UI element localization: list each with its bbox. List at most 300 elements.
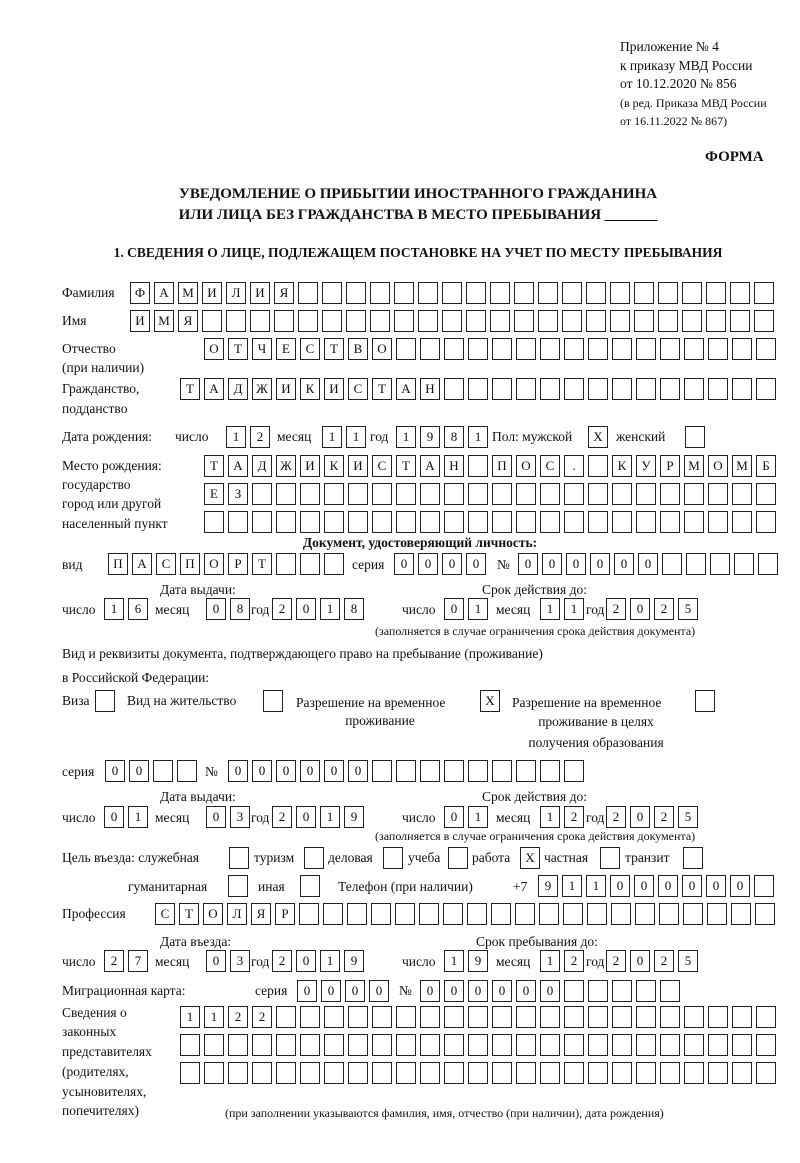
- char-cell[interactable]: Н: [444, 455, 464, 477]
- char-cell[interactable]: Т: [180, 378, 200, 400]
- char-cell[interactable]: [228, 1062, 248, 1084]
- checkbox[interactable]: [448, 847, 468, 869]
- char-cell[interactable]: 2: [654, 598, 674, 620]
- char-cell[interactable]: 0: [442, 553, 462, 575]
- char-cell[interactable]: [708, 511, 728, 533]
- char-cell[interactable]: 0: [590, 553, 610, 575]
- char-cell[interactable]: [516, 1006, 536, 1028]
- char-cell[interactable]: [706, 282, 726, 304]
- char-cell[interactable]: [372, 1034, 392, 1056]
- char-cell[interactable]: [611, 903, 631, 925]
- char-cell[interactable]: [754, 282, 774, 304]
- char-cell[interactable]: [540, 760, 560, 782]
- char-cell[interactable]: [324, 553, 344, 575]
- char-cell[interactable]: М: [154, 310, 174, 332]
- char-cell[interactable]: [490, 310, 510, 332]
- checkbox[interactable]: [600, 847, 620, 869]
- char-cell[interactable]: [564, 980, 584, 1002]
- char-cell[interactable]: [754, 875, 774, 897]
- char-cell[interactable]: [466, 310, 486, 332]
- char-cell[interactable]: [370, 282, 390, 304]
- char-cell[interactable]: [660, 1062, 680, 1084]
- char-cell[interactable]: Р: [228, 553, 248, 575]
- char-cell[interactable]: [466, 282, 486, 304]
- char-cell[interactable]: 0: [518, 553, 538, 575]
- char-cell[interactable]: Я: [178, 310, 198, 332]
- char-cell[interactable]: [612, 1006, 632, 1028]
- char-cell[interactable]: О: [708, 455, 728, 477]
- char-cell[interactable]: [516, 483, 536, 505]
- char-cell[interactable]: 0: [296, 806, 316, 828]
- char-cell[interactable]: 2: [228, 1006, 248, 1028]
- char-cell[interactable]: [420, 338, 440, 360]
- char-cell[interactable]: О: [372, 338, 392, 360]
- char-cell[interactable]: [563, 903, 583, 925]
- char-cell[interactable]: 1: [444, 950, 464, 972]
- char-cell[interactable]: 1: [204, 1006, 224, 1028]
- char-cell[interactable]: М: [732, 455, 752, 477]
- char-cell[interactable]: [587, 903, 607, 925]
- char-cell[interactable]: [491, 903, 511, 925]
- char-cell[interactable]: О: [516, 455, 536, 477]
- char-cell[interactable]: [755, 903, 775, 925]
- char-cell[interactable]: [660, 338, 680, 360]
- char-cell[interactable]: [372, 1062, 392, 1084]
- char-cell[interactable]: 0: [206, 806, 226, 828]
- char-cell[interactable]: [708, 483, 728, 505]
- char-cell[interactable]: [684, 483, 704, 505]
- char-cell[interactable]: 1: [468, 806, 488, 828]
- char-cell[interactable]: [468, 338, 488, 360]
- char-cell[interactable]: 0: [420, 980, 440, 1002]
- char-cell[interactable]: И: [202, 282, 222, 304]
- char-cell[interactable]: [660, 483, 680, 505]
- char-cell[interactable]: 1: [104, 598, 124, 620]
- char-cell[interactable]: Р: [275, 903, 295, 925]
- char-cell[interactable]: [177, 760, 197, 782]
- char-cell[interactable]: [516, 511, 536, 533]
- char-cell[interactable]: Я: [251, 903, 271, 925]
- char-cell[interactable]: [730, 282, 750, 304]
- char-cell[interactable]: [276, 1006, 296, 1028]
- char-cell[interactable]: [276, 511, 296, 533]
- char-cell[interactable]: [492, 1062, 512, 1084]
- char-cell[interactable]: [276, 483, 296, 505]
- char-cell[interactable]: [684, 1034, 704, 1056]
- char-cell[interactable]: [635, 903, 655, 925]
- char-cell[interactable]: 1: [320, 598, 340, 620]
- char-cell[interactable]: [420, 760, 440, 782]
- char-cell[interactable]: П: [492, 455, 512, 477]
- char-cell[interactable]: 0: [658, 875, 678, 897]
- char-cell[interactable]: [636, 511, 656, 533]
- char-cell[interactable]: [514, 310, 534, 332]
- char-cell[interactable]: [300, 483, 320, 505]
- char-cell[interactable]: [468, 483, 488, 505]
- char-cell[interactable]: [588, 483, 608, 505]
- char-cell[interactable]: С: [300, 338, 320, 360]
- char-cell[interactable]: [754, 310, 774, 332]
- char-cell[interactable]: [468, 455, 488, 477]
- char-cell[interactable]: 0: [730, 875, 750, 897]
- char-cell[interactable]: [348, 483, 368, 505]
- checkbox[interactable]: X: [588, 426, 608, 448]
- char-cell[interactable]: [276, 553, 296, 575]
- char-cell[interactable]: [660, 1034, 680, 1056]
- checkbox[interactable]: [95, 690, 115, 712]
- char-cell[interactable]: [708, 338, 728, 360]
- char-cell[interactable]: 0: [296, 950, 316, 972]
- char-cell[interactable]: 0: [638, 553, 658, 575]
- char-cell[interactable]: [492, 1034, 512, 1056]
- char-cell[interactable]: 3: [230, 806, 250, 828]
- checkbox[interactable]: [383, 847, 403, 869]
- char-cell[interactable]: [396, 760, 416, 782]
- char-cell[interactable]: 0: [104, 806, 124, 828]
- char-cell[interactable]: [756, 378, 776, 400]
- char-cell[interactable]: 0: [706, 875, 726, 897]
- char-cell[interactable]: [588, 511, 608, 533]
- char-cell[interactable]: 9: [538, 875, 558, 897]
- char-cell[interactable]: С: [540, 455, 560, 477]
- char-cell[interactable]: 9: [344, 950, 364, 972]
- char-cell[interactable]: [252, 483, 272, 505]
- char-cell[interactable]: [660, 511, 680, 533]
- char-cell[interactable]: [636, 1062, 656, 1084]
- char-cell[interactable]: [662, 553, 682, 575]
- char-cell[interactable]: [588, 1062, 608, 1084]
- char-cell[interactable]: Л: [227, 903, 247, 925]
- char-cell[interactable]: [731, 903, 751, 925]
- char-cell[interactable]: 0: [540, 980, 560, 1002]
- char-cell[interactable]: [634, 282, 654, 304]
- char-cell[interactable]: 8: [344, 598, 364, 620]
- char-cell[interactable]: М: [178, 282, 198, 304]
- char-cell[interactable]: И: [250, 282, 270, 304]
- char-cell[interactable]: [372, 483, 392, 505]
- char-cell[interactable]: 0: [228, 760, 248, 782]
- char-cell[interactable]: [395, 903, 415, 925]
- char-cell[interactable]: [588, 1034, 608, 1056]
- char-cell[interactable]: [684, 378, 704, 400]
- char-cell[interactable]: Ф: [130, 282, 150, 304]
- checkbox[interactable]: [683, 847, 703, 869]
- char-cell[interactable]: 0: [324, 760, 344, 782]
- char-cell[interactable]: 1: [468, 426, 488, 448]
- char-cell[interactable]: [300, 1062, 320, 1084]
- char-cell[interactable]: Е: [204, 483, 224, 505]
- char-cell[interactable]: 5: [678, 598, 698, 620]
- char-cell[interactable]: 0: [321, 980, 341, 1002]
- char-cell[interactable]: [562, 310, 582, 332]
- char-cell[interactable]: 0: [369, 980, 389, 1002]
- char-cell[interactable]: [540, 378, 560, 400]
- char-cell[interactable]: 0: [444, 980, 464, 1002]
- char-cell[interactable]: [708, 1034, 728, 1056]
- char-cell[interactable]: [276, 1062, 296, 1084]
- char-cell[interactable]: 0: [300, 760, 320, 782]
- char-cell[interactable]: Т: [228, 338, 248, 360]
- char-cell[interactable]: Т: [252, 553, 272, 575]
- char-cell[interactable]: [324, 1006, 344, 1028]
- char-cell[interactable]: [707, 903, 727, 925]
- char-cell[interactable]: И: [348, 455, 368, 477]
- char-cell[interactable]: [636, 1034, 656, 1056]
- char-cell[interactable]: [636, 483, 656, 505]
- char-cell[interactable]: 7: [128, 950, 148, 972]
- char-cell[interactable]: [324, 511, 344, 533]
- char-cell[interactable]: 0: [296, 598, 316, 620]
- char-cell[interactable]: [394, 310, 414, 332]
- char-cell[interactable]: [322, 310, 342, 332]
- char-cell[interactable]: [420, 511, 440, 533]
- char-cell[interactable]: С: [156, 553, 176, 575]
- char-cell[interactable]: 0: [297, 980, 317, 1002]
- char-cell[interactable]: А: [204, 378, 224, 400]
- char-cell[interactable]: [515, 903, 535, 925]
- char-cell[interactable]: [492, 511, 512, 533]
- char-cell[interactable]: 1: [320, 950, 340, 972]
- char-cell[interactable]: [564, 1062, 584, 1084]
- char-cell[interactable]: [732, 378, 752, 400]
- char-cell[interactable]: [467, 903, 487, 925]
- char-cell[interactable]: [683, 903, 703, 925]
- char-cell[interactable]: Я: [274, 282, 294, 304]
- char-cell[interactable]: [443, 903, 463, 925]
- char-cell[interactable]: [420, 1006, 440, 1028]
- char-cell[interactable]: Т: [204, 455, 224, 477]
- char-cell[interactable]: [588, 1006, 608, 1028]
- char-cell[interactable]: [612, 338, 632, 360]
- char-cell[interactable]: [204, 1034, 224, 1056]
- char-cell[interactable]: [730, 310, 750, 332]
- char-cell[interactable]: [732, 1034, 752, 1056]
- char-cell[interactable]: [202, 310, 222, 332]
- char-cell[interactable]: [298, 310, 318, 332]
- char-cell[interactable]: [396, 1034, 416, 1056]
- char-cell[interactable]: [636, 378, 656, 400]
- char-cell[interactable]: [300, 1006, 320, 1028]
- char-cell[interactable]: Е: [276, 338, 296, 360]
- char-cell[interactable]: [562, 282, 582, 304]
- char-cell[interactable]: [564, 511, 584, 533]
- char-cell[interactable]: [610, 310, 630, 332]
- char-cell[interactable]: С: [348, 378, 368, 400]
- char-cell[interactable]: [588, 980, 608, 1002]
- char-cell[interactable]: О: [203, 903, 223, 925]
- char-cell[interactable]: [346, 310, 366, 332]
- char-cell[interactable]: 0: [348, 760, 368, 782]
- char-cell[interactable]: 3: [230, 950, 250, 972]
- char-cell[interactable]: [444, 760, 464, 782]
- char-cell[interactable]: [756, 1034, 776, 1056]
- char-cell[interactable]: 8: [444, 426, 464, 448]
- char-cell[interactable]: [348, 511, 368, 533]
- char-cell[interactable]: У: [636, 455, 656, 477]
- char-cell[interactable]: [468, 1062, 488, 1084]
- char-cell[interactable]: И: [300, 455, 320, 477]
- char-cell[interactable]: [396, 1062, 416, 1084]
- char-cell[interactable]: [564, 338, 584, 360]
- char-cell[interactable]: 1: [562, 875, 582, 897]
- char-cell[interactable]: [444, 1062, 464, 1084]
- char-cell[interactable]: 6: [128, 598, 148, 620]
- char-cell[interactable]: [612, 378, 632, 400]
- char-cell[interactable]: [756, 483, 776, 505]
- char-cell[interactable]: [468, 760, 488, 782]
- char-cell[interactable]: [252, 1062, 272, 1084]
- char-cell[interactable]: 2: [104, 950, 124, 972]
- char-cell[interactable]: [756, 338, 776, 360]
- char-cell[interactable]: .: [564, 455, 584, 477]
- char-cell[interactable]: [732, 338, 752, 360]
- char-cell[interactable]: [492, 338, 512, 360]
- char-cell[interactable]: 5: [678, 950, 698, 972]
- checkbox[interactable]: X: [520, 847, 540, 869]
- char-cell[interactable]: [564, 483, 584, 505]
- char-cell[interactable]: [706, 310, 726, 332]
- char-cell[interactable]: [564, 760, 584, 782]
- char-cell[interactable]: [300, 553, 320, 575]
- char-cell[interactable]: 2: [606, 806, 626, 828]
- char-cell[interactable]: [250, 310, 270, 332]
- char-cell[interactable]: [444, 483, 464, 505]
- char-cell[interactable]: [442, 310, 462, 332]
- char-cell[interactable]: [516, 1062, 536, 1084]
- char-cell[interactable]: [372, 760, 392, 782]
- char-cell[interactable]: [396, 1006, 416, 1028]
- char-cell[interactable]: К: [324, 455, 344, 477]
- char-cell[interactable]: [658, 282, 678, 304]
- char-cell[interactable]: [394, 282, 414, 304]
- char-cell[interactable]: 1: [396, 426, 416, 448]
- char-cell[interactable]: [444, 1034, 464, 1056]
- char-cell[interactable]: И: [130, 310, 150, 332]
- char-cell[interactable]: [396, 483, 416, 505]
- char-cell[interactable]: [418, 282, 438, 304]
- char-cell[interactable]: 1: [322, 426, 342, 448]
- char-cell[interactable]: [180, 1062, 200, 1084]
- char-cell[interactable]: 2: [564, 950, 584, 972]
- char-cell[interactable]: [492, 760, 512, 782]
- char-cell[interactable]: О: [204, 338, 224, 360]
- checkbox[interactable]: [685, 426, 705, 448]
- char-cell[interactable]: А: [396, 378, 416, 400]
- char-cell[interactable]: [708, 1062, 728, 1084]
- char-cell[interactable]: С: [372, 455, 392, 477]
- char-cell[interactable]: [490, 282, 510, 304]
- char-cell[interactable]: [612, 1062, 632, 1084]
- char-cell[interactable]: П: [180, 553, 200, 575]
- char-cell[interactable]: Д: [252, 455, 272, 477]
- char-cell[interactable]: [468, 511, 488, 533]
- char-cell[interactable]: 1: [564, 598, 584, 620]
- char-cell[interactable]: [538, 310, 558, 332]
- char-cell[interactable]: [492, 483, 512, 505]
- char-cell[interactable]: [492, 1006, 512, 1028]
- char-cell[interactable]: С: [155, 903, 175, 925]
- char-cell[interactable]: [420, 1034, 440, 1056]
- char-cell[interactable]: [346, 282, 366, 304]
- char-cell[interactable]: [660, 378, 680, 400]
- char-cell[interactable]: [228, 511, 248, 533]
- checkbox[interactable]: [229, 847, 249, 869]
- char-cell[interactable]: [756, 1062, 776, 1084]
- char-cell[interactable]: Д: [228, 378, 248, 400]
- char-cell[interactable]: [636, 1006, 656, 1028]
- char-cell[interactable]: [540, 1006, 560, 1028]
- char-cell[interactable]: 2: [654, 806, 674, 828]
- char-cell[interactable]: [347, 903, 367, 925]
- checkbox[interactable]: [304, 847, 324, 869]
- char-cell[interactable]: [444, 378, 464, 400]
- char-cell[interactable]: [274, 310, 294, 332]
- char-cell[interactable]: 0: [206, 598, 226, 620]
- char-cell[interactable]: 0: [444, 806, 464, 828]
- char-cell[interactable]: 1: [540, 950, 560, 972]
- char-cell[interactable]: [442, 282, 462, 304]
- char-cell[interactable]: 1: [128, 806, 148, 828]
- char-cell[interactable]: 9: [344, 806, 364, 828]
- char-cell[interactable]: [372, 511, 392, 533]
- char-cell[interactable]: [732, 1006, 752, 1028]
- char-cell[interactable]: Т: [396, 455, 416, 477]
- char-cell[interactable]: [539, 903, 559, 925]
- char-cell[interactable]: [540, 511, 560, 533]
- char-cell[interactable]: 0: [630, 598, 650, 620]
- char-cell[interactable]: 5: [678, 806, 698, 828]
- char-cell[interactable]: 0: [630, 950, 650, 972]
- char-cell[interactable]: [612, 483, 632, 505]
- char-cell[interactable]: [682, 310, 702, 332]
- char-cell[interactable]: [540, 483, 560, 505]
- char-cell[interactable]: [564, 1034, 584, 1056]
- char-cell[interactable]: [564, 378, 584, 400]
- char-cell[interactable]: 1: [320, 806, 340, 828]
- char-cell[interactable]: [444, 1006, 464, 1028]
- char-cell[interactable]: О: [204, 553, 224, 575]
- char-cell[interactable]: 0: [466, 553, 486, 575]
- char-cell[interactable]: [732, 1062, 752, 1084]
- char-cell[interactable]: [396, 338, 416, 360]
- checkbox[interactable]: [228, 875, 248, 897]
- char-cell[interactable]: Ч: [252, 338, 272, 360]
- char-cell[interactable]: [371, 903, 391, 925]
- char-cell[interactable]: [420, 1062, 440, 1084]
- char-cell[interactable]: 0: [276, 760, 296, 782]
- char-cell[interactable]: 0: [206, 950, 226, 972]
- char-cell[interactable]: М: [684, 455, 704, 477]
- char-cell[interactable]: [468, 1006, 488, 1028]
- char-cell[interactable]: [540, 338, 560, 360]
- char-cell[interactable]: 2: [252, 1006, 272, 1028]
- char-cell[interactable]: [516, 338, 536, 360]
- char-cell[interactable]: [660, 980, 680, 1002]
- checkbox[interactable]: X: [480, 690, 500, 712]
- char-cell[interactable]: [276, 1034, 296, 1056]
- char-cell[interactable]: [300, 1034, 320, 1056]
- char-cell[interactable]: [659, 903, 679, 925]
- char-cell[interactable]: 1: [468, 598, 488, 620]
- char-cell[interactable]: [468, 378, 488, 400]
- char-cell[interactable]: 0: [614, 553, 634, 575]
- char-cell[interactable]: [516, 378, 536, 400]
- char-cell[interactable]: 2: [654, 950, 674, 972]
- checkbox[interactable]: [300, 875, 320, 897]
- char-cell[interactable]: 9: [468, 950, 488, 972]
- char-cell[interactable]: 0: [468, 980, 488, 1002]
- char-cell[interactable]: [612, 511, 632, 533]
